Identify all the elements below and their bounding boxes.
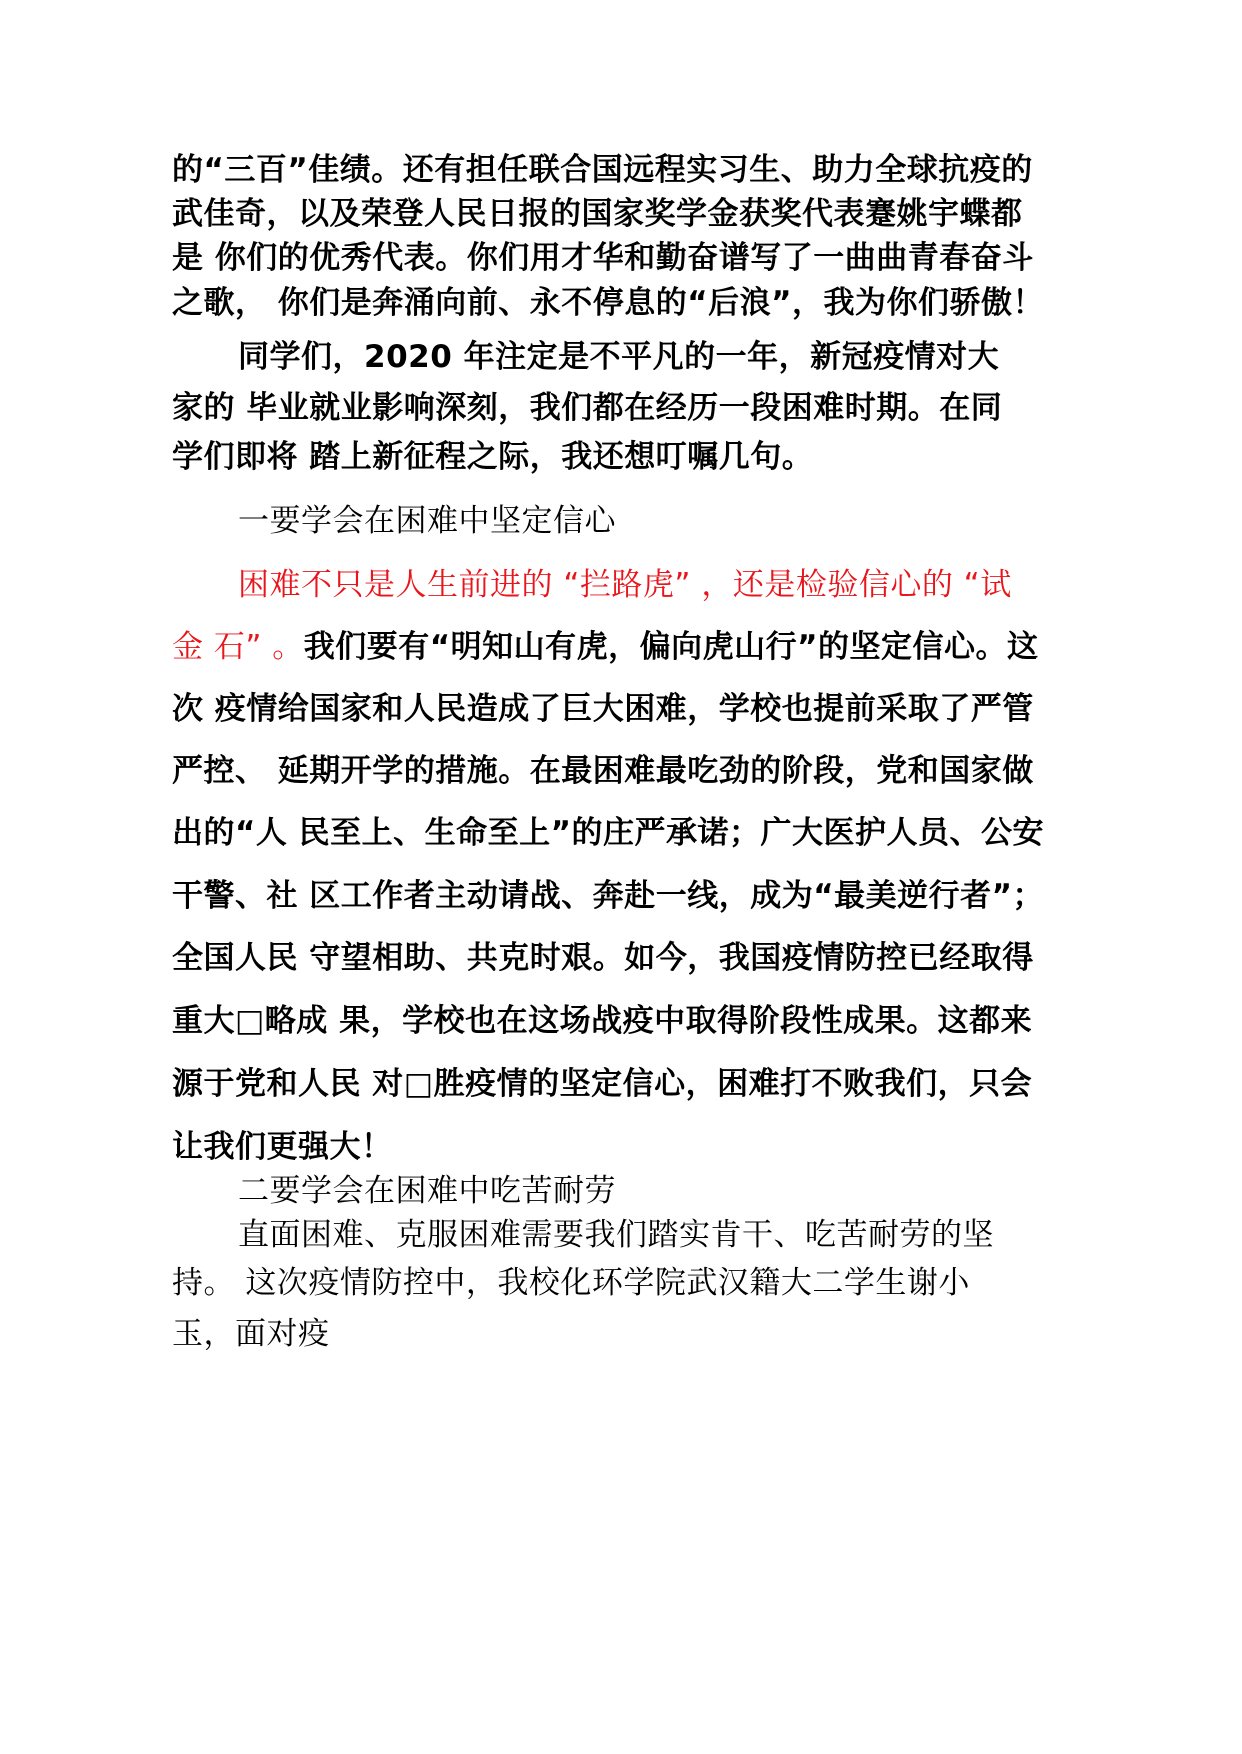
- paragraph-line: 出的“人 民至上、生命至上”的庄严承诺；广大医护人员、公安: [172, 815, 1045, 851]
- paragraph-line: 武佳奇，以及荣登人民日报的国家奖学金获奖代表蹇姚宇蝶都: [172, 196, 1023, 232]
- paragraph-line: 干警、社 区工作者主动请战、奔赴一线，成为“最美逆行者”；: [172, 878, 1045, 914]
- paragraph-line: 是 你们的优秀代表。你们用才华和勤奋谱写了一曲曲青春奋斗: [172, 240, 1034, 276]
- paragraph-line: 同学们，2020 年注定是不平凡的一年，新冠疫情对大: [238, 339, 1000, 375]
- paragraph-line: 持。 这次疫情防控中，我校化环学院武汉籍大二学生谢小: [172, 1265, 970, 1301]
- paragraph-line: 严控、 延期开学的措施。在最困难最吃劲的阶段，党和国家做: [172, 753, 1034, 789]
- paragraph-line: 全国人民 守望相助、共克时艰。如今，我国疫情防控已经取得: [172, 940, 1034, 976]
- paragraph-line: 让我们更强大！: [172, 1129, 393, 1165]
- paragraph-line: 家的 毕业就业影响深刻，我们都在经历一段困难时期。在同: [172, 390, 1003, 426]
- highlighted-text: 金 石” 。: [172, 629, 304, 665]
- paragraph-line: 直面困难、克服困难需要我们踏实肯干、吃苦耐劳的坚: [238, 1217, 994, 1253]
- paragraph-text: 我们要有“明知山有虎，偏向虎山行”的坚定信心。这: [303, 629, 1039, 665]
- paragraph-line: 之歌， 你们是奔涌向前、永不停息的“后浪”，我为你们骄傲！: [172, 285, 1045, 321]
- paragraph-line: 源于党和人民 对□胜疫情的坚定信心，困难打不败我们，只会: [172, 1066, 1033, 1102]
- paragraph-line: 玉，面对疫: [172, 1316, 330, 1352]
- paragraph-line: 次 疫情给国家和人民造成了巨大困难，学校也提前采取了严管: [172, 691, 1034, 727]
- paragraph-line: 学们即将 踏上新征程之际，我还想叮嘱几句。: [172, 439, 814, 475]
- mixed-line: [172, 627, 1039, 667]
- section-heading: 二要学会在困难中吃苦耐劳: [238, 1173, 616, 1209]
- paragraph-line: 重大□略成 果，学校也在这场战疫中取得阶段性成果。这都来: [172, 1003, 1033, 1039]
- paragraph-line: 的“三百”佳绩。还有担任联合国远程实习生、助力全球抗疫的: [172, 152, 1033, 188]
- highlighted-line: 困难不只是人生前进的 “拦路虎” ，还是检验信心的 “试: [238, 567, 1012, 603]
- section-heading: 一要学会在困难中坚定信心: [238, 503, 616, 539]
